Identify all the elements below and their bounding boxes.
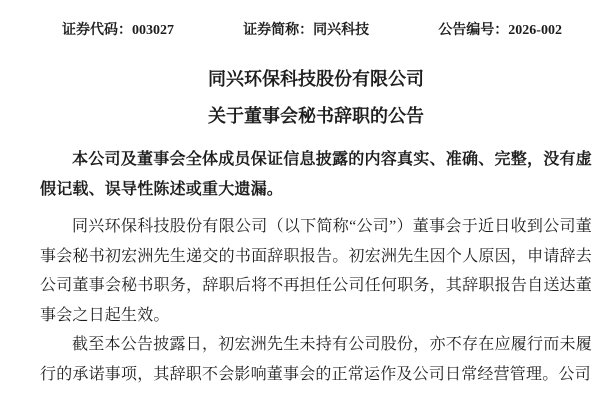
stock-abbreviation: 证券简称：同兴科技	[243, 23, 370, 38]
announcement-title: 关于董事会秘书辞职的公告	[208, 106, 424, 126]
document-header	[0, 0, 600, 39]
disclaimer-paragraph: 本公司及董事会全体成员保证信息披露的内容真实、准确、完整，没有虚假记载、误导性陈述或重大遗漏。	[40, 151, 592, 198]
disclosure-paragraph: 截至本公告披露日，初宏洲先生未持有公司股份，亦不存在应履行而未履行的承诺事项，其辞职不会影响董事会的正常运作及公司日常经营管理。公司	[40, 336, 592, 383]
announcement-number: 公告编号：2026-002	[438, 23, 562, 38]
stock-code: 证券代码：003027	[62, 23, 174, 38]
document-body	[0, 67, 600, 389]
company-name-title: 同兴环保科技股份有限公司	[208, 69, 424, 89]
resignation-paragraph: 同兴环保科技股份有限公司（以下简称“公司”）董事会于近日收到公司董事会秘书初宏洲先生递交的书面辞职报告。初宏洲先生因个人原因，申请辞去公司董事会秘书职务，辞职后将不再担任公司任何职务，其辞职报告自送达董事会之日起生效。	[40, 218, 592, 324]
